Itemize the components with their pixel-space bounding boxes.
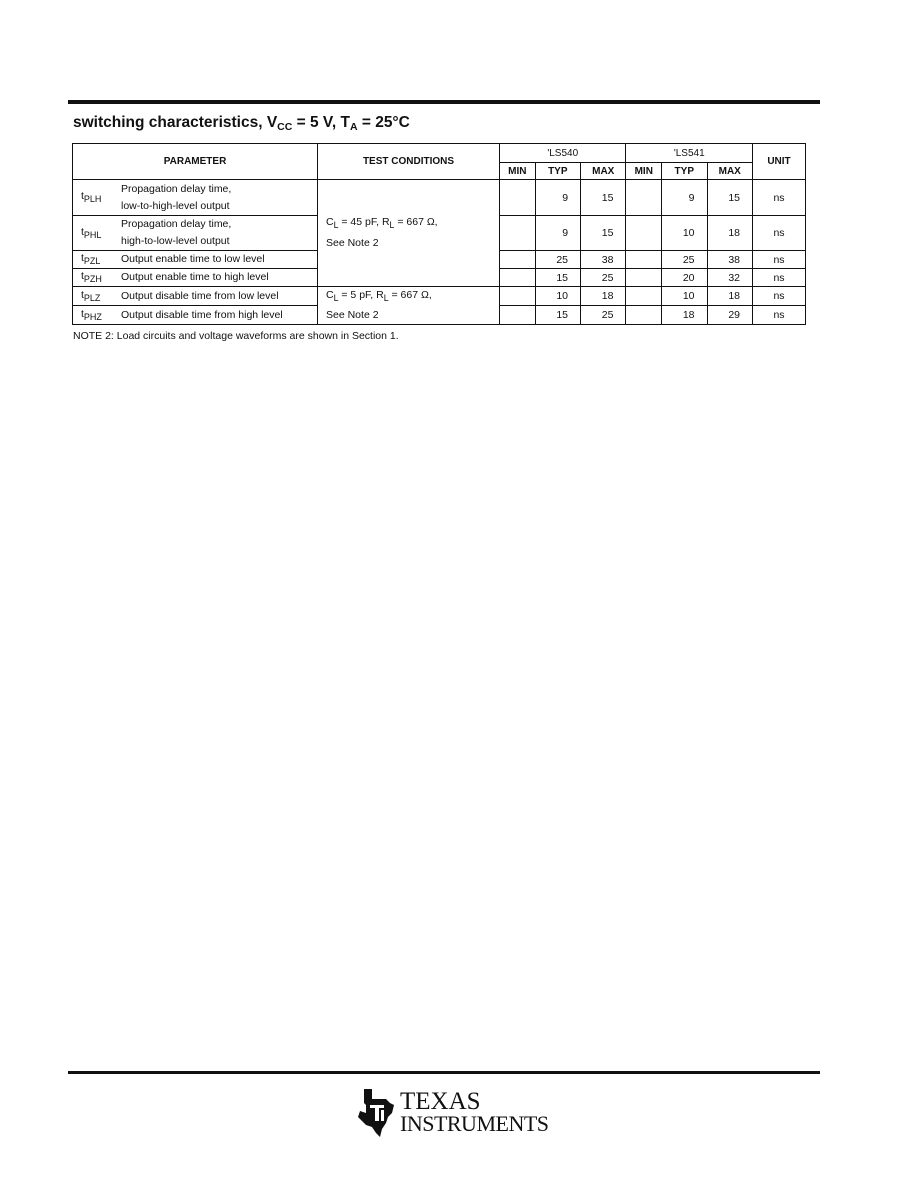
header-min: MIN — [500, 163, 536, 180]
param-description: Propagation delay time, high-to-low-level output — [121, 216, 318, 251]
header-typ: TYP — [662, 163, 707, 180]
table-row — [73, 287, 806, 306]
ls541-max: 15 — [707, 180, 753, 216]
param-symbol: $t_{PHL}$ — [73, 216, 122, 251]
logo-word-instruments: INSTRUMENTS — [400, 1111, 549, 1136]
ls541-max: 32 — [707, 269, 753, 287]
ls540-min — [500, 306, 536, 325]
switching-characteristics-table — [72, 143, 806, 325]
header-rule — [68, 100, 820, 104]
param-description: Output enable time to high level — [121, 269, 318, 287]
ls540-typ: 15 — [535, 306, 580, 325]
param-description: Output disable time from high level — [121, 306, 318, 325]
ls540-max: 18 — [581, 287, 626, 306]
header-unit: UNIT — [753, 144, 806, 180]
footer-rule — [68, 1071, 820, 1074]
param-symbol: $t_{PZL}$ — [73, 251, 122, 269]
param-description: Output enable time to low level — [121, 251, 318, 269]
param-symbol: $t_{PZH}$ — [73, 269, 122, 287]
header-device-ls541: 'LS541 — [626, 144, 753, 163]
ls541-max: 18 — [707, 287, 753, 306]
table-row — [73, 180, 806, 216]
header-max: MAX — [581, 163, 626, 180]
ls541-typ: 25 — [662, 251, 707, 269]
header-min: MIN — [626, 163, 662, 180]
texas-instruments-logo — [356, 1087, 549, 1139]
ls541-typ: 10 — [662, 287, 707, 306]
ls540-typ: 9 — [535, 180, 580, 216]
ls540-max: 25 — [581, 269, 626, 287]
ls541-min — [626, 287, 662, 306]
header-parameter: PARAMETER — [73, 144, 318, 180]
ls541-min — [626, 216, 662, 251]
ls541-typ: 18 — [662, 306, 707, 325]
unit-cell: ns — [753, 216, 806, 251]
ls541-typ: 20 — [662, 269, 707, 287]
logo-word-texas: TEXAS — [400, 1088, 481, 1115]
ls541-min — [626, 269, 662, 287]
header-typ: TYP — [535, 163, 580, 180]
ls541-max: 18 — [707, 216, 753, 251]
texas-state-ti-logo-icon — [356, 1087, 396, 1139]
ls540-typ: 10 — [535, 287, 580, 306]
header-device-ls540: 'LS540 — [500, 144, 626, 163]
table-note: NOTE 2: Load circuits and voltage waveforms are shown in Section 1. — [73, 330, 399, 342]
ls541-min — [626, 306, 662, 325]
header-max: MAX — [707, 163, 753, 180]
ls540-max: 15 — [581, 180, 626, 216]
param-symbol: $t_{PLZ}$ — [73, 287, 122, 306]
ls540-min — [500, 216, 536, 251]
header-test-conditions: TEST CONDITIONS — [318, 144, 500, 180]
ls540-max: 38 — [581, 251, 626, 269]
ls541-max: 38 — [707, 251, 753, 269]
ls541-min — [626, 180, 662, 216]
param-symbol: $t_{PLH}$ — [73, 180, 122, 216]
ls540-min — [500, 269, 536, 287]
ls541-typ: 10 — [662, 216, 707, 251]
param-description: Propagation delay time, low-to-high-level output — [121, 180, 318, 216]
ls540-typ: 15 — [535, 269, 580, 287]
ls541-min — [626, 251, 662, 269]
ls540-max: 15 — [581, 216, 626, 251]
ls541-max: 29 — [707, 306, 753, 325]
ls541-typ: 9 — [662, 180, 707, 216]
test-conditions-group-2: $C_L = 5$ pF, $R_L = 667$ Ω, See Note 2 — [318, 287, 500, 325]
unit-cell: ns — [753, 287, 806, 306]
ls540-min — [500, 180, 536, 216]
ls540-max: 25 — [581, 306, 626, 325]
param-description: Output disable time from low level — [121, 287, 318, 306]
unit-cell: ns — [753, 251, 806, 269]
unit-cell: ns — [753, 306, 806, 325]
ls540-typ: 25 — [535, 251, 580, 269]
ls540-typ: 9 — [535, 216, 580, 251]
unit-cell: ns — [753, 269, 806, 287]
test-conditions-group-1: $C_L = 45$ pF, $R_L = 667$ Ω, See Note 2 — [318, 180, 500, 287]
ls540-min — [500, 287, 536, 306]
param-symbol: $t_{PHZ}$ — [73, 306, 122, 325]
ls540-min — [500, 251, 536, 269]
unit-cell: ns — [753, 180, 806, 216]
section-heading: switching characteristics, $V_{CC} = 5$ V, $T_A = 25^\circ C$ — [73, 114, 410, 133]
